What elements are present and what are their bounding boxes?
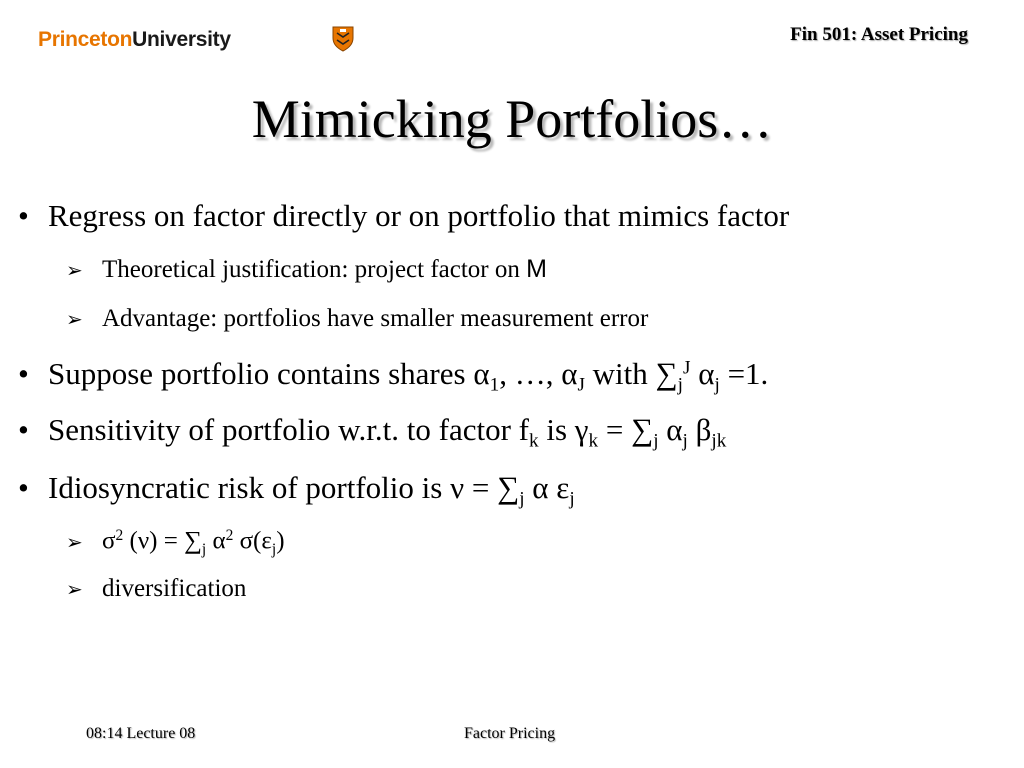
- subscript: j: [519, 488, 525, 510]
- subscript: k: [588, 430, 599, 452]
- subscript: j: [271, 540, 277, 558]
- subscript: j: [682, 430, 688, 452]
- text-part: is: [538, 412, 575, 447]
- subscript: 1: [489, 374, 500, 396]
- subscript: j: [201, 540, 207, 558]
- sigma-symbol: σ: [102, 527, 116, 555]
- text-part: (: [123, 527, 138, 555]
- epsilon-symbol: ε: [556, 470, 570, 505]
- arrow-bullet-icon: ➢: [66, 260, 83, 282]
- sigma-symbol: σ: [239, 527, 254, 555]
- subscript: j: [677, 374, 683, 396]
- princeton-logo: [38, 28, 231, 52]
- slide-title: Mimicking Portfolios…: [251, 89, 773, 149]
- sum-symbol: ∑: [655, 356, 678, 391]
- alpha-symbol: α: [698, 356, 715, 391]
- epsilon-symbol: ε: [261, 527, 272, 555]
- bullet-dot: •: [18, 412, 29, 447]
- text-part: (: [253, 527, 262, 555]
- subscript: j: [569, 488, 575, 510]
- sub-bullet-text: Advantage: portfolios have smaller measurement error: [102, 305, 649, 332]
- alpha-symbol: α: [212, 527, 226, 555]
- subscript: j: [653, 430, 659, 452]
- text-part: =1.: [719, 356, 769, 391]
- text-part: =: [464, 470, 498, 505]
- bullet-idiosyncratic: [18, 470, 575, 511]
- arrow-bullet-icon: ➢: [66, 579, 83, 601]
- sub-bullet-diversification: [66, 575, 246, 603]
- beta-symbol: β: [695, 412, 712, 447]
- subscript: j: [714, 374, 720, 396]
- superscript: J: [683, 357, 691, 379]
- subscript: jk: [711, 430, 727, 452]
- alpha-symbol: α: [473, 356, 490, 391]
- princeton-shield-icon: [332, 26, 354, 52]
- text-part: Sensitivity of portfolio w.r.t. to factor f: [48, 412, 529, 447]
- sum-symbol: ∑: [497, 470, 520, 505]
- sub-bullet-theoretical: [66, 255, 547, 284]
- alpha-symbol: α: [561, 356, 578, 391]
- nu-symbol: ν: [137, 527, 150, 555]
- alpha-symbol: α: [666, 412, 683, 447]
- subscript: k: [529, 430, 539, 452]
- text-part: ) =: [149, 527, 185, 555]
- logo-princeton-text: Princeton: [38, 28, 133, 51]
- bullet-text: Regress on factor directly or on portfolio that mimics factor: [48, 198, 790, 233]
- footer-lecture: 08:14 Lecture 08: [86, 725, 196, 742]
- sum-symbol: ∑: [184, 527, 202, 555]
- arrow-bullet-icon: ➢: [66, 309, 83, 331]
- bullet-dot: •: [18, 198, 29, 233]
- sub-bullet-text: Theoretical justification: project factor on: [102, 256, 527, 283]
- bullet-regress: [18, 198, 789, 234]
- text-part: =: [598, 412, 632, 447]
- sub-bullet-text: diversification: [102, 575, 247, 602]
- text-part: Suppose portfolio contains shares: [48, 356, 474, 391]
- subscript: J: [577, 374, 585, 396]
- bullet-sensitivity: [18, 412, 726, 453]
- sum-symbol: ∑: [631, 412, 654, 447]
- nu-symbol: ν: [450, 470, 465, 505]
- superscript: 2: [115, 527, 124, 544]
- bullet-dot: •: [18, 470, 29, 505]
- sub-bullet-variance: [66, 527, 285, 559]
- gamma-symbol: γ: [574, 412, 589, 447]
- logo-university-text: University: [132, 28, 231, 51]
- text-part: , …,: [499, 356, 562, 391]
- bullet-suppose: [18, 356, 768, 397]
- superscript: 2: [225, 527, 234, 544]
- footer-topic: Factor Pricing: [464, 725, 556, 742]
- course-title: Fin 501: Asset Pricing: [790, 24, 968, 45]
- arrow-bullet-icon: ➢: [66, 531, 83, 554]
- sub-bullet-advantage: [66, 305, 648, 333]
- bullet-dot: •: [18, 356, 29, 391]
- market-m: M: [526, 255, 547, 283]
- alpha-symbol: α: [532, 470, 549, 505]
- text-part: Idiosyncratic risk of portfolio is: [48, 470, 451, 505]
- text-part: ): [276, 527, 285, 555]
- text-part: with: [584, 356, 656, 391]
